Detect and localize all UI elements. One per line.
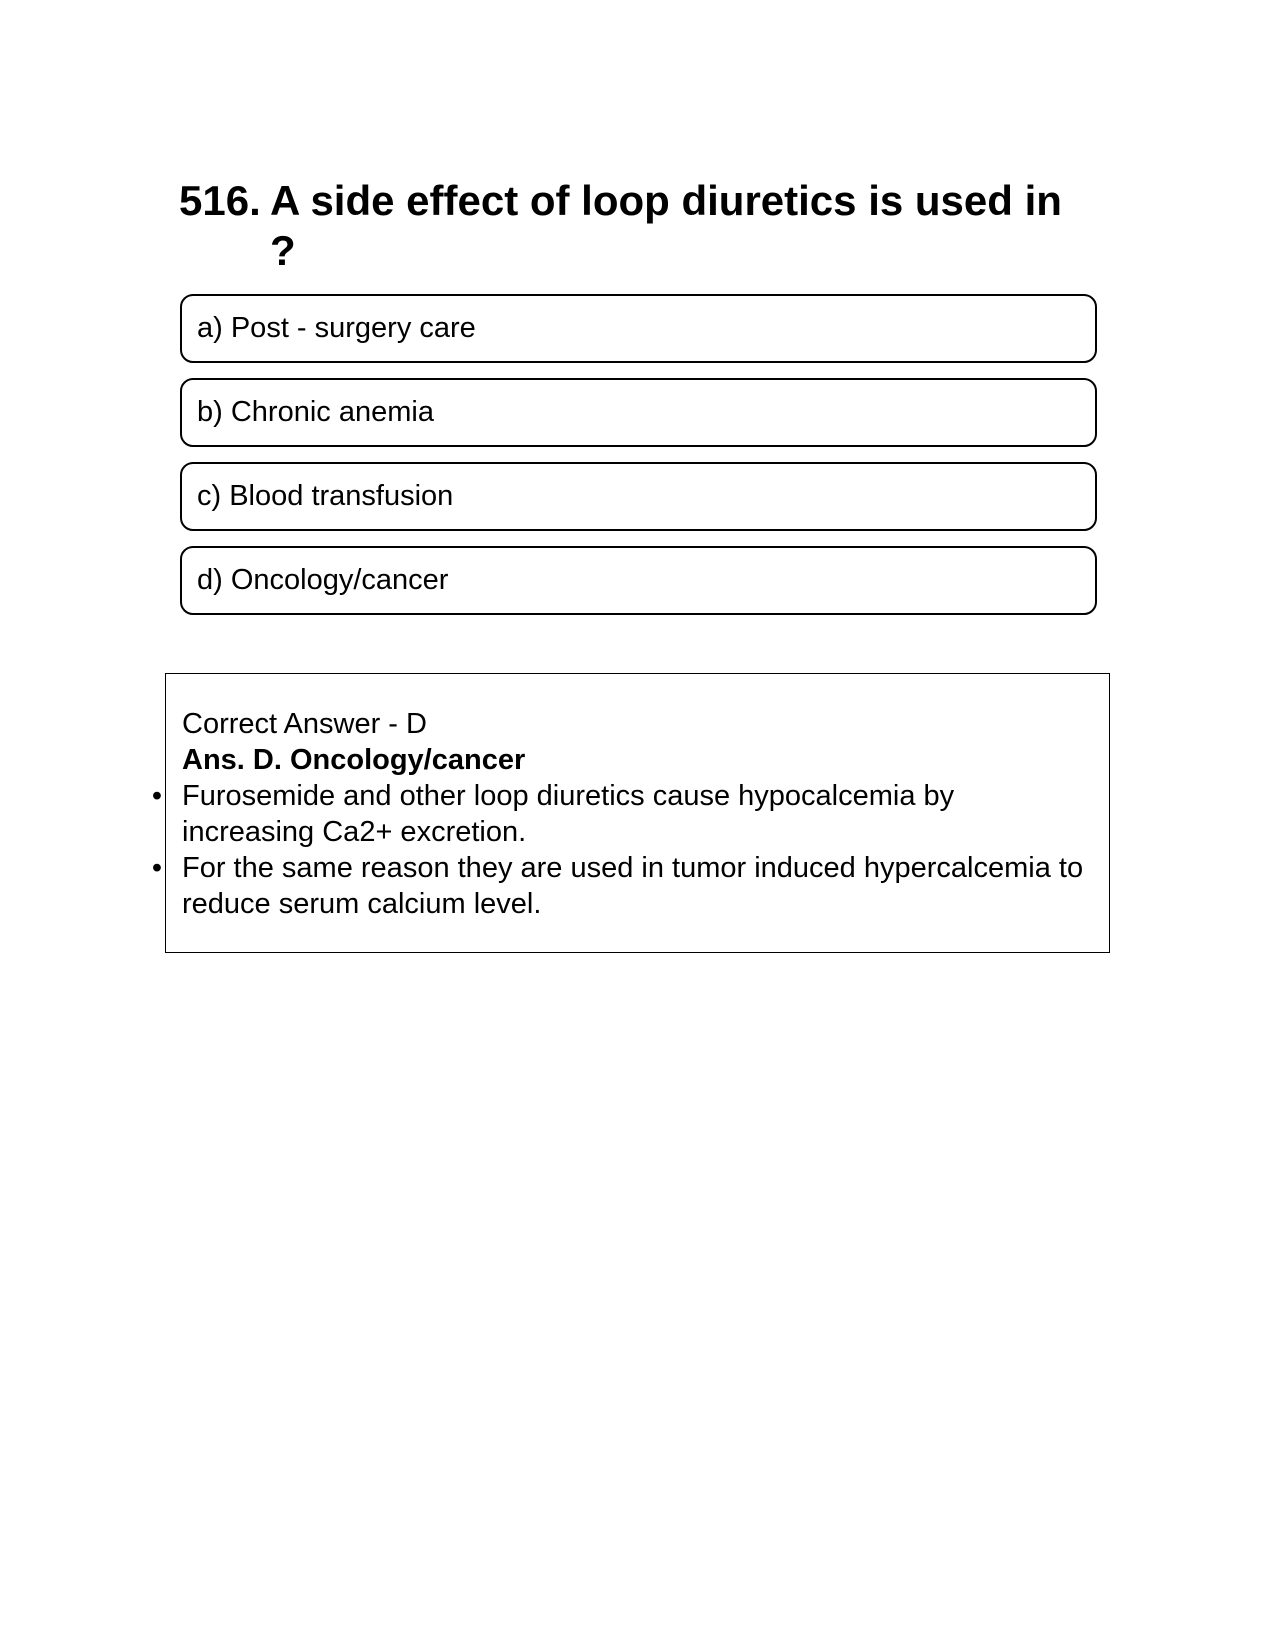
correct-answer-line: Correct Answer - D (182, 708, 427, 740)
question-heading (179, 176, 1099, 276)
option-d[interactable] (180, 546, 1097, 615)
option-b-label: b) Chronic anemia (197, 396, 434, 428)
explanation-list (151, 778, 1092, 922)
explanation-text: Furosemide and other loop diuretics cause hypocalcemia by increasing Ca2+ excretion. (182, 780, 955, 848)
option-d-label: d) Oncology/cancer (197, 564, 449, 596)
answer-content (151, 706, 1092, 922)
answer-heading: Ans. D. Oncology/cancer (182, 744, 526, 776)
option-a[interactable] (180, 294, 1097, 363)
option-b[interactable] (180, 378, 1097, 447)
bullet-icon: • (151, 852, 163, 884)
answer-explanation-box (151, 673, 1110, 953)
options-list (180, 294, 1097, 630)
question-text: A side effect of loop diuretics is used in ? (270, 177, 1062, 274)
explanation-text: For the same reason they are used in tumor induced hypercalcemia to reduce serum calcium level. (182, 852, 1084, 920)
question-number: 516. (179, 177, 261, 224)
list-item (151, 850, 1092, 922)
option-c[interactable] (180, 462, 1097, 531)
option-a-label: a) Post - surgery care (197, 312, 476, 344)
list-item (151, 778, 1092, 850)
option-c-label: c) Blood transfusion (197, 480, 454, 512)
bullet-icon: • (151, 780, 163, 812)
